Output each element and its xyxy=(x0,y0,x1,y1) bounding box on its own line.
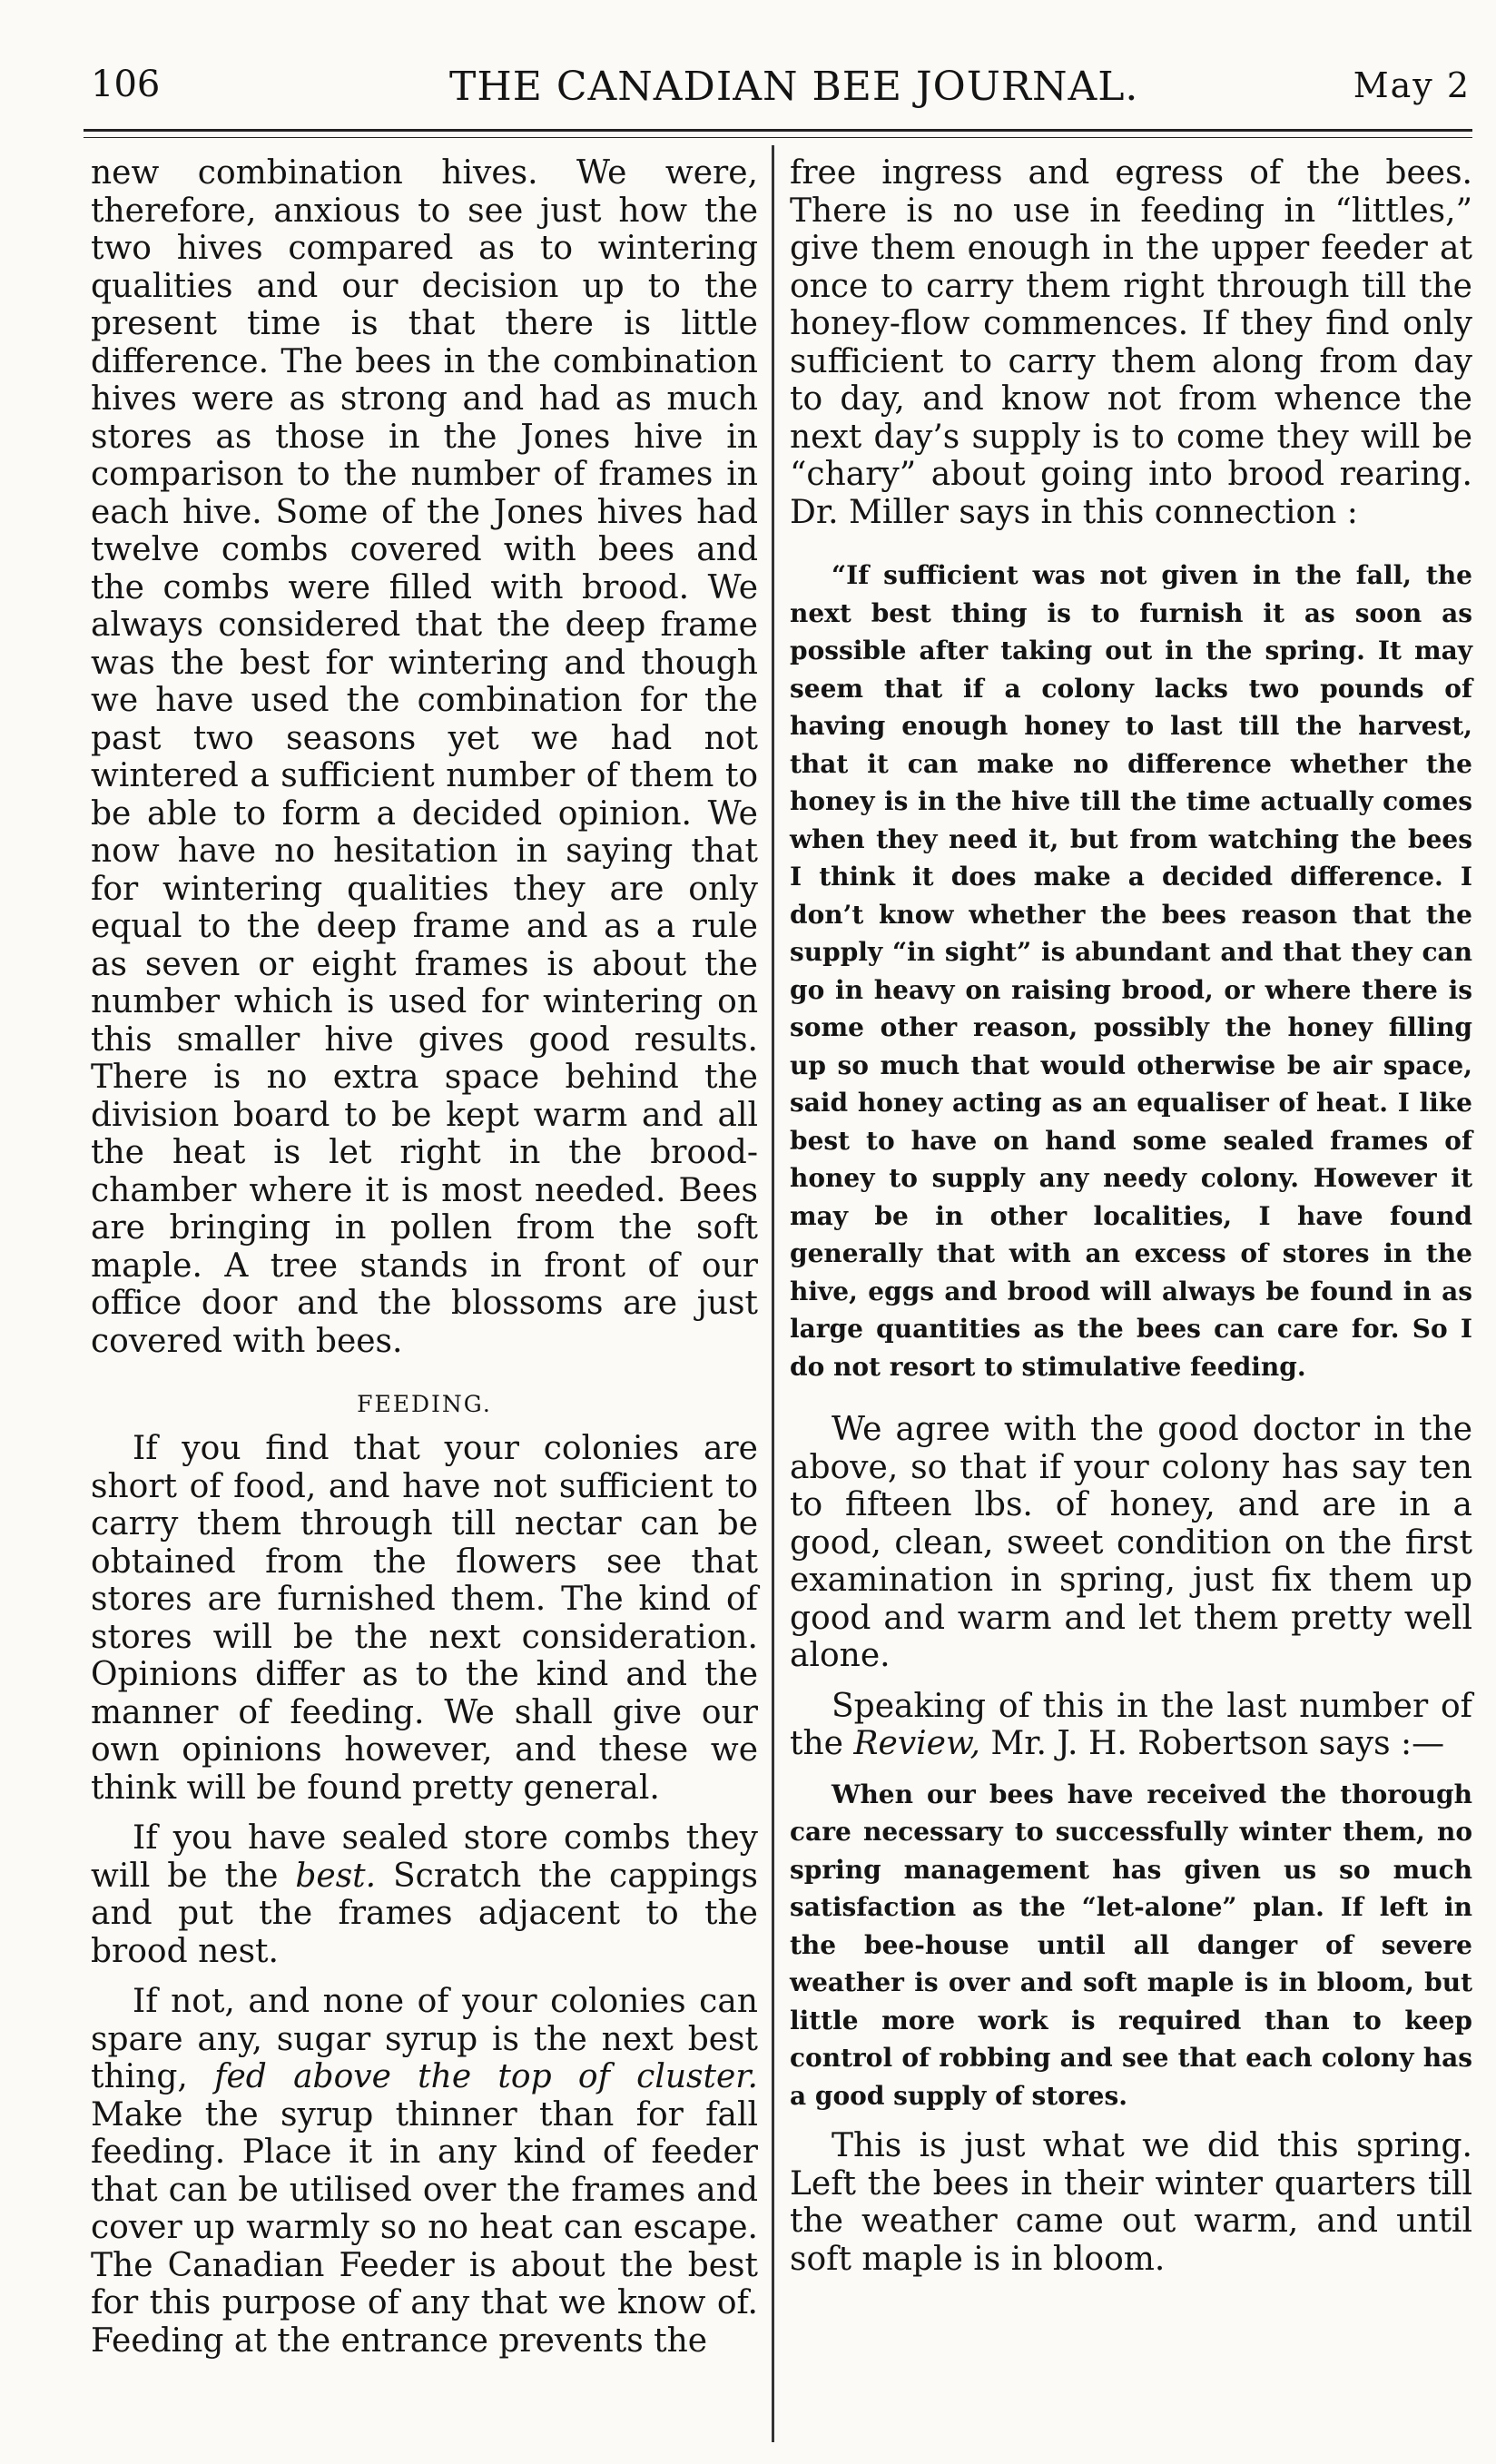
issue-month: May 2 xyxy=(1353,65,1471,105)
quotation-dr-miller: “If sufficient was not given in the fall, the next best thing is to furnish it as soon as possible after taking out in the spring. It may seem that if a colony lacks two pounds of having enough honey to last till the harvest, that it can make no difference whether the honey is in the hive till the time actually comes when they need it, but from watching the bees I think it does make a decided difference. I don’t know whether the bees reason that the supply “in sight” is abundant and that they can go in heavy on raising brood, or where there is some other reason, possibly the honey filling up so much that would otherwise be air space, said honey acting as an equaliser of heat. I like best to have on hand some sealed frames of honey to supply any needy colony. However it may be in other localities, I have found generally that with an excess of stores in the hive, eggs and brood will always be found in as large quantities as the bees can care for. So I do not resort to stimulative feeding. xyxy=(790,560,1472,1382)
right-column xyxy=(790,154,1472,2278)
right-paragraph-2: We agree with the good doctor in the above, so that if your colony has say ten to fifteen lbs. of honey, and are in a good, clean, sweet condition on the first examination in spring, just fix them up good and warm and let them pretty well alone. xyxy=(790,1411,1472,1674)
text-run: If not, and none of your colonies can spare any, sugar syrup is the next best thing, xyxy=(91,1983,758,2095)
left-paragraph-2: If you find that your colonies are short of food, and have not sufficient to carry them through till nectar can be obtained from the flowers see that stores are furnished them. The kind of stores will be the next consideration. Opinions differ as to the kind and the manner of feeding. We shall give our own opinions however, and these we think will be found pretty general. xyxy=(91,1430,758,1807)
text-run: Scratch the cappings and put the frames adjacent to the brood nest. xyxy=(91,1857,758,1970)
text-run: Make the syrup thinner than for fall feeding. Place it in any kind of feeder that can be utilised over the frames and cover up warmly so no heat can escape. The Canadian Feeder is about the best for this purpose of any that we know of. Feeding at the entrance prevents the xyxy=(91,2095,758,2360)
quotation-robertson: When our bees have received the thorough care necessary to successfully winter them, no spring management has given us so much satisfaction as the “let-alone” plan. If left in the bee-house until all danger of severe weather is over and soft maple is in bloom, but little more work is required than to keep control of robbing and see that each colony has a good supply of stores. xyxy=(790,1779,1472,2111)
text-run: Speaking of this in the last number of the xyxy=(790,1687,1472,1762)
right-paragraph-3 xyxy=(790,1688,1472,1763)
left-paragraph-4 xyxy=(91,1983,758,2360)
right-paragraph-1: free ingress and egress of the bees. There is no use in feeding in “littles,” give them enough in the upper feeder at once to carry them right through till the honey-flow commences. If they find only sufficient to carry them along from day to day, and know not from whence the next day’s supply is to come they will be “chary” about going into brood rearing. Dr. Miller says in this connection : xyxy=(790,154,1472,531)
right-paragraph-4: This is just what we did this spring. Left the bees in their winter quarters till the weather came out warm, and until soft maple is in bloom. xyxy=(790,2127,1472,2278)
text-run: If you have sealed store combs they will be the xyxy=(91,1819,758,1895)
emphasis-text: best. xyxy=(295,1857,377,1895)
emphasis-text: Review, xyxy=(853,1725,980,1762)
text-run: Mr. J. H. Robertson says :— xyxy=(979,1725,1445,1762)
left-column xyxy=(91,154,758,2360)
left-paragraph-1: new combination hives. We were, therefore, anxious to see just how the two hives compared as to wintering qualities and our decision up to the present time is that there is little difference. The bees in the combination hives were as strong and had as much stores as those in the Jones hive in comparison to the number of frames in each hive. Some of the Jones hives had twelve combs covered with bees and the combs were filled with brood. We always considered that the deep frame was the best for wintering and though we have used the combination for the past two seasons yet we had not wintered a sufficient number of them to be able to form a decided opinion. We now have no hesitation in saying that for wintering qualities they are only equal to the deep frame and as a rule as seven or eight frames is about the number which is used for wintering on this smaller hive gives good results. There is no extra space behind the division board to be kept warm and all the heat is let right in the brood-chamber where it is most needed. Bees are bringing in pollen from the soft maple. A tree stands in front of our office door and the blossoms are just covered with bees. xyxy=(91,154,758,1360)
column-divider xyxy=(772,145,774,2442)
header-rule xyxy=(84,129,1472,138)
page-number: 106 xyxy=(91,64,161,105)
page-header xyxy=(91,64,1471,114)
left-paragraph-3 xyxy=(91,1819,758,1970)
section-heading-feeding: FEEDING. xyxy=(357,1391,492,1417)
journal-title: THE CANADIAN BEE JOURNAL. xyxy=(449,64,1139,110)
emphasis-text: fed above the top of cluster. xyxy=(214,2058,758,2095)
